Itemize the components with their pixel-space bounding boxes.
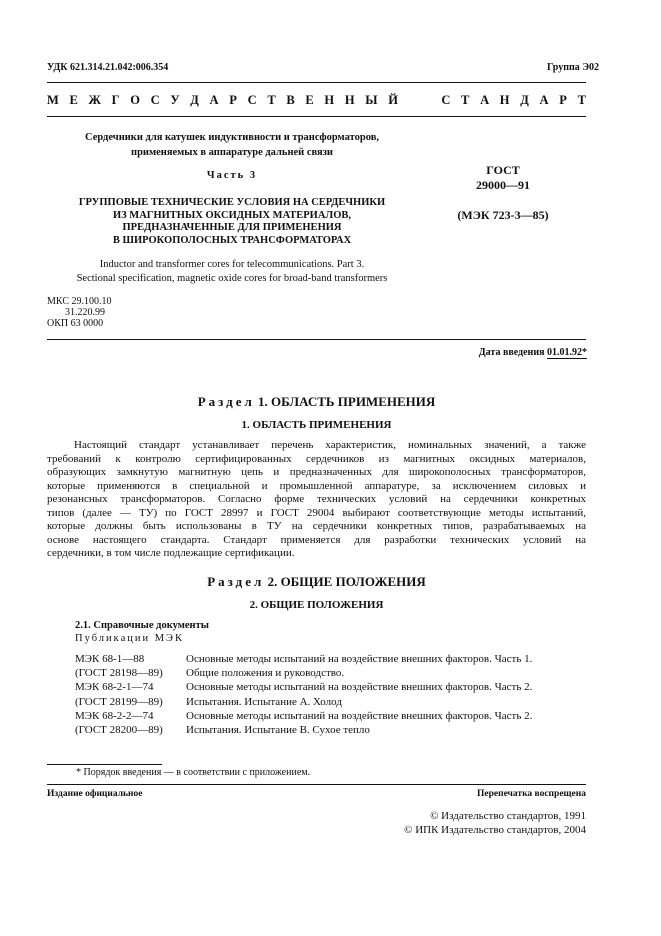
- banner-letter: Н: [324, 93, 335, 107]
- reference-code: (ГОСТ 28200—89): [75, 724, 163, 737]
- standard-banner: [47, 93, 586, 108]
- okp-code: ОКП 63 0000: [47, 318, 104, 329]
- gost-label: ГОСТ: [486, 163, 520, 177]
- section-title: 2. ОБЩИЕ ПОЛОЖЕНИЯ: [267, 574, 426, 589]
- banner-letter: А: [480, 93, 490, 107]
- part-label: Часть 3: [206, 170, 258, 181]
- section-2-heading: [47, 574, 586, 590]
- subtitle-line: ПРЕДНАЗНАЧЕННЫЕ ДЛЯ ПРИМЕНЕНИЯ: [122, 222, 342, 233]
- paragraph-line: образующих замкнутую магнитную цепь и предназначенных для широкополосных трансформаторов,: [47, 466, 586, 478]
- paragraph-line: требований к контролю сертифицированных сердечников из магнитных оксидных материалов,: [47, 452, 586, 465]
- effective-date: [479, 347, 587, 358]
- classification-codes: [47, 296, 111, 329]
- banner-letter: Н: [499, 93, 510, 107]
- banner-gap: [409, 93, 431, 108]
- banner-letter: Р: [229, 93, 237, 107]
- section-1-heading: [47, 394, 586, 410]
- banner-letter: Е: [305, 93, 314, 107]
- reference-desc: Испытания. Испытание А. Холод: [186, 695, 342, 708]
- date-label: Дата введения: [478, 347, 545, 358]
- banner-letter: В: [286, 93, 295, 107]
- banner-letter: Р: [559, 93, 567, 107]
- paragraph-line: сердечники, в том числе подлежащие сертификации.: [47, 547, 295, 559]
- iec-designation: (МЭК 723-3—85): [457, 208, 549, 222]
- reference-row: [75, 709, 586, 723]
- reference-docs-heading: 2.1. Справочные документы: [75, 620, 209, 631]
- gost-designation: [438, 163, 568, 193]
- reference-desc: Основные методы испытаний на воздействие внешних факторов. Часть 2.: [186, 709, 533, 722]
- banner-rule: [47, 116, 586, 117]
- reference-row: [75, 680, 586, 694]
- reference-code: МЭК 68-1—88: [75, 653, 145, 665]
- banner-letter: О: [130, 93, 140, 107]
- copyright-block: [404, 809, 586, 837]
- banner-letter: Т: [461, 93, 470, 107]
- title-line: Сердечники для катушек индуктивности и трансформаторов,: [84, 132, 380, 143]
- reference-desc: Общие положения и руководство.: [186, 667, 345, 680]
- section-2-subheading: 2. ОБЩИЕ ПОЛОЖЕНИЯ: [249, 599, 384, 611]
- date-rule: [47, 339, 586, 340]
- official-edition: Издание официальное: [47, 789, 143, 799]
- english-line: Inductor and transformer cores for telecommunications. Part 3.: [99, 259, 365, 270]
- footnote: * Порядок введения — в соответствии с приложением.: [76, 767, 311, 778]
- banner-letter: С: [441, 93, 451, 107]
- subtitle-line: ИЗ МАГНИТНЫХ ОКСИДНЫХ МАТЕРИАЛОВ,: [112, 209, 352, 221]
- section-word: Раздел: [207, 574, 265, 589]
- reference-code: МЭК 68-2-1—74: [75, 681, 154, 694]
- date-value: 01.01.92*: [547, 347, 587, 358]
- reference-desc: Испытания. Испытание В. Сухое тепло: [186, 724, 370, 737]
- reference-row: [75, 652, 586, 666]
- banner-letter: С: [247, 93, 257, 107]
- banner-letter: А: [539, 93, 549, 107]
- banner-letter: Е: [69, 93, 78, 107]
- reference-desc: Основные методы испытаний на воздействие внешних факторов. Часть 2.: [186, 681, 533, 694]
- reference-desc: Основные методы испытаний на воздействие внешних факторов. Часть 1.: [186, 653, 533, 665]
- paragraph-line: которые должны быть использованы в ТУ на сердечники конкретных типов, разрабатываемых на: [47, 520, 586, 532]
- copyright-line: © ИПК Издательство стандартов, 2004: [404, 824, 586, 836]
- paragraph-line: которые применяются в специальной и промышленной аппаратуре, за исключением силовых и: [47, 479, 586, 492]
- paragraph-line: основе настоящего стандарта. Стандарт применяется для разработки технических условий на: [47, 533, 586, 546]
- reprint-notice: Перепечатка воспрещена: [476, 789, 586, 799]
- banner-letter: А: [209, 93, 219, 107]
- document-title: [47, 130, 417, 160]
- english-title: [47, 258, 417, 286]
- banner-letter: Д: [520, 93, 529, 107]
- banner-letter: Т: [267, 93, 276, 107]
- paragraph-line: типов (далее — ТУ) по ГОСТ 28997 и ГОСТ 29004 выбирают соответствующие методы испытаний,: [47, 506, 586, 519]
- reference-code: (ГОСТ 28198—89): [75, 667, 163, 680]
- reference-list: [75, 652, 586, 737]
- reference-code: (ГОСТ 28199—89): [75, 695, 163, 708]
- reference-code: МЭК 68-2-2—74: [75, 709, 154, 722]
- scope-paragraph: [47, 439, 586, 561]
- banner-letter: С: [150, 93, 160, 107]
- udk-code: УДК 621.314.21.042:006.354: [47, 62, 169, 73]
- banner-letter: Д: [190, 93, 199, 107]
- banner-letter: Ы: [365, 93, 378, 107]
- banner-letter: Г: [111, 93, 120, 107]
- banner-letter: Й: [388, 93, 398, 107]
- title-line: применяемых в аппаратуре дальней связи: [131, 147, 333, 158]
- mks-code: МКС 29.100.10: [47, 296, 112, 307]
- copyright-line: © Издательство стандартов, 1991: [430, 810, 586, 822]
- banner-letter: Ж: [88, 93, 101, 107]
- english-line: Sectional specification, magnetic oxide cores for broad-band transformers: [76, 273, 388, 284]
- banner-letter: М: [47, 93, 59, 107]
- reference-row: [75, 723, 586, 737]
- banner-letter: У: [170, 93, 180, 107]
- subtitle-line: В ШИРОКОПОЛОСНЫХ ТРАНСФОРМАТОРАХ: [112, 234, 352, 246]
- paragraph-line: Настоящий стандарт устанавливает перечень характеристик, номинальных значений, а также: [74, 439, 586, 451]
- banner-letter: Т: [577, 93, 586, 107]
- section-word: Раздел: [197, 394, 255, 409]
- paragraph-line: резонансных трансформаторов. Согласно форме технических условий на сердечники конкретных: [47, 493, 586, 505]
- mks-code-2: 31.220.99: [65, 307, 105, 318]
- reference-row: [75, 666, 586, 680]
- banner-letter: Н: [344, 93, 355, 107]
- section-1-subheading: 1. ОБЛАСТЬ ПРИМЕНЕНИЯ: [241, 419, 392, 431]
- reference-row: [75, 695, 586, 709]
- iec-publications-heading: Публикации МЭК: [75, 633, 184, 644]
- group-code: Группа Э02: [547, 62, 599, 73]
- top-rule: [47, 82, 586, 83]
- subtitle-line: ГРУППОВЫЕ ТЕХНИЧЕСКИЕ УСЛОВИЯ НА СЕРДЕЧНИКИ: [78, 197, 386, 208]
- section-title: 1. ОБЛАСТЬ ПРИМЕНЕНИЯ: [258, 394, 436, 409]
- footnote-rule: [47, 764, 162, 765]
- footer-rule: [47, 784, 586, 785]
- gost-number: 29000—91: [476, 178, 530, 192]
- document-subtitle: [47, 197, 417, 247]
